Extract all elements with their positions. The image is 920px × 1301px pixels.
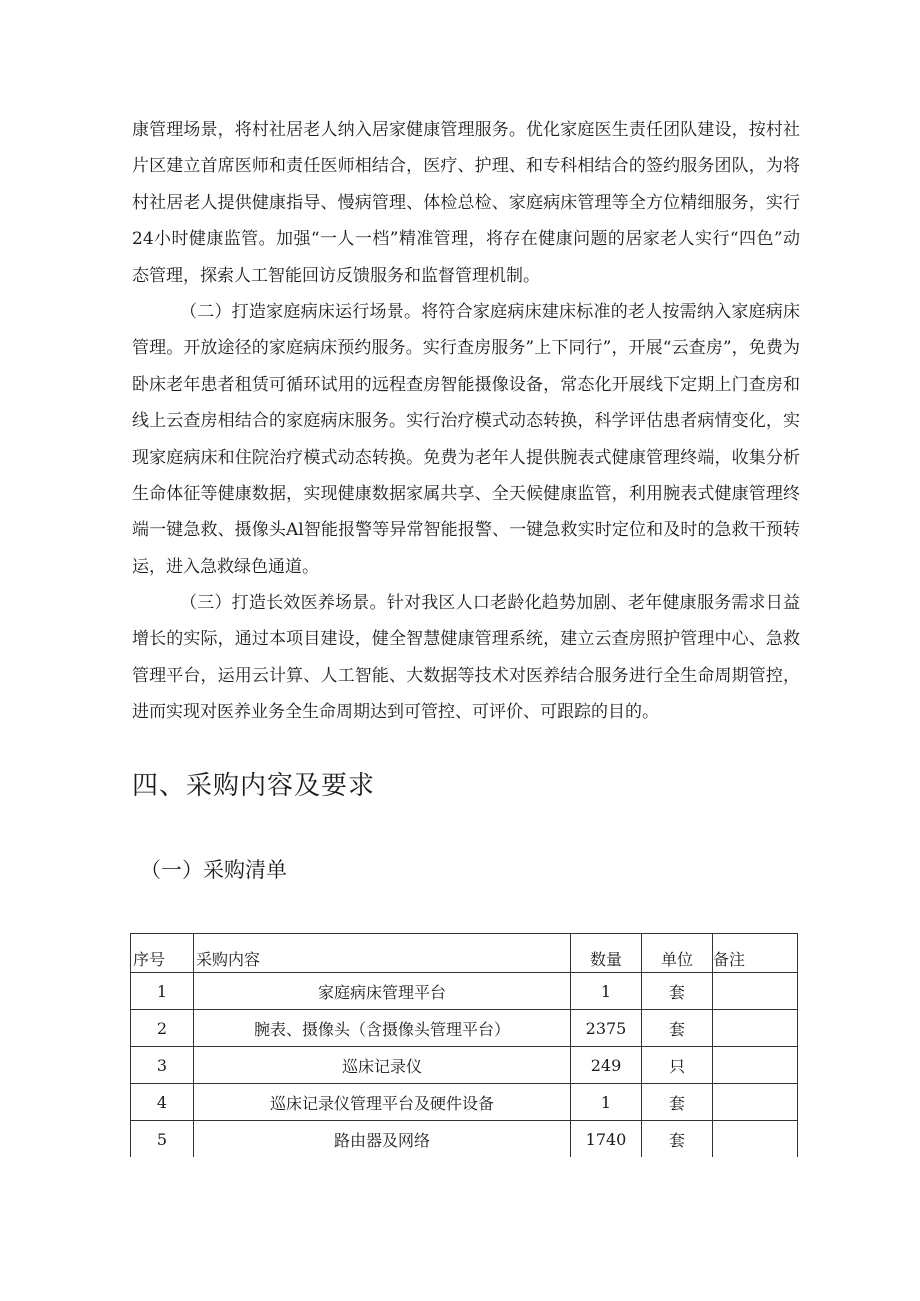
- body-paragraph-1: 康管理场景，将村社居老人纳入居家健康管理服务。优化家庭医生责任团队建设，按村社片区建立首席医师和责任医师相结合，医疗、护理、和专科相结合的签约服务团队，为将村社居老人提供健康指导、慢病管理、体检总检、家庭病床管理等全方位精细服务，实行24小时健康监管。加强“一人一档”精准管理，将存在健康问题的居家老人实行“四色”动态管理，探索人工智能回访反馈服务和监督管理机制。: [132, 120, 800, 286]
- cell-no: 3: [131, 1047, 194, 1084]
- cell-qty: 1: [571, 1084, 642, 1121]
- cell-item: 家庭病床管理平台: [194, 973, 571, 1010]
- cell-note: [713, 1010, 798, 1047]
- cell-no: 1: [131, 973, 194, 1010]
- table-row: [131, 1084, 798, 1121]
- cell-item: 巡床记录仪: [194, 1047, 571, 1084]
- cell-qty: 1: [571, 973, 642, 1010]
- cell-qty: 249: [571, 1047, 642, 1084]
- cell-qty: 2375: [571, 1010, 642, 1047]
- cell-note: [713, 1121, 798, 1158]
- cell-note: [713, 1047, 798, 1084]
- header-qty: 数量: [571, 934, 642, 973]
- cell-note: [713, 1084, 798, 1121]
- body-paragraph-3: （三）打造长效医养场景。针对我区人口老龄化趋势加剧、老年健康服务需求日益增长的实际，通过本项目建设，健全智慧健康管理系统，建立云查房照护管理中心、急救管理平台，运用云计算、人工智能、大数据等技术对医养结合服务进行全生命周期管控，进而实现对医养业务全生命周期达到可管控、可评价、可跟踪的目的。: [132, 593, 800, 723]
- section-heading: 四、采购内容及要求: [132, 771, 376, 801]
- cell-unit: 套: [642, 1121, 713, 1158]
- cell-unit: 套: [642, 1010, 713, 1047]
- cell-unit: 只: [642, 1047, 713, 1084]
- cell-qty: 1740: [571, 1121, 642, 1158]
- table-header-row: [131, 934, 798, 973]
- table-row: [131, 973, 798, 1010]
- cell-note: [713, 973, 798, 1010]
- header-item: 采购内容: [194, 934, 571, 973]
- cell-item: 巡床记录仪管理平台及硬件设备: [194, 1084, 571, 1121]
- cell-no: 2: [131, 1010, 194, 1047]
- header-no: 序号: [131, 934, 194, 973]
- cell-item: 腕表、摄像头（含摄像头管理平台）: [194, 1010, 571, 1047]
- procurement-table: [130, 933, 798, 1157]
- cell-unit: 套: [642, 1084, 713, 1121]
- header-note: 备注: [713, 934, 798, 973]
- cell-no: 5: [131, 1121, 194, 1158]
- cell-unit: 套: [642, 973, 713, 1010]
- table-row: [131, 1010, 798, 1047]
- table-row: [131, 1121, 798, 1158]
- table-row: [131, 1047, 798, 1084]
- header-unit: 单位: [642, 934, 713, 973]
- body-paragraph-2: （二）打造家庭病床运行场景。将符合家庭病床建床标准的老人按需纳入家庭病床管理。开放途径的家庭病床预约服务。实行查房服务”上下同行”，开展“云查房”，免费为卧床老年患者租赁可循环试用的远程查房智能摄像设备，常态化开展线下定期上门查房和线上云查房相结合的家庭病床服务。实行治疗模式动态转换，科学评估患者病情变化，实现家庭病床和住院治疗模式动态转换。免费为老年人提供腕表式健康管理终端，收集分析生命体征等健康数据，实现健康数据家属共享、全天候健康监管，利用腕表式健康管理终端一键急救、摄像头Al智能报警等异常智能报警、一键急救实时定位和及时的急救干预转运，进入急救绿色通道。: [132, 302, 800, 577]
- cell-no: 4: [131, 1084, 194, 1121]
- cell-item: 路由器及网络: [194, 1121, 571, 1158]
- subsection-heading: （一）采购清单: [140, 858, 287, 882]
